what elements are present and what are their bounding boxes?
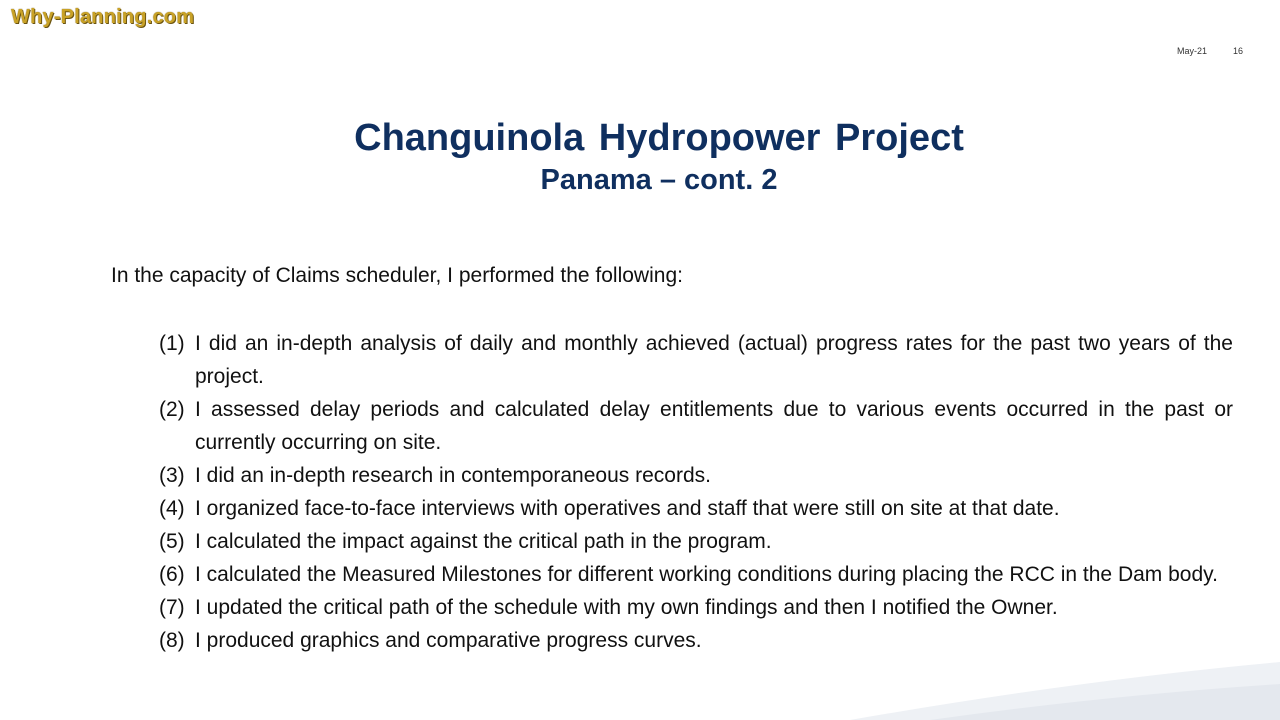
- list-item: [159, 327, 1233, 393]
- item-number: (8): [159, 629, 185, 652]
- item-text: I calculated the Measured Milestones for different working conditions during placing the RCC in the Dam body.: [195, 563, 1218, 586]
- site-logo: Why-Planning.com: [11, 6, 195, 28]
- item-text: I updated the critical path of the schedule with my own findings and then I notified the Owner.: [195, 596, 1058, 619]
- item-number: (1): [159, 332, 185, 355]
- list-item: [159, 591, 1233, 624]
- item-text: I assessed delay periods and calculated delay entitlements due to various events occurred in the past or currently occurring on site.: [195, 398, 1233, 454]
- item-number: (4): [159, 497, 185, 520]
- slide-subtitle: Panama – cont. 2: [540, 164, 778, 196]
- item-number: (3): [159, 464, 185, 487]
- item-text: I did an in-depth analysis of daily and monthly achieved (actual) progress rates for the past two years of the project.: [195, 332, 1233, 388]
- task-list: [159, 327, 1233, 657]
- item-number: (6): [159, 563, 185, 586]
- list-item: [159, 459, 1233, 492]
- item-number: (5): [159, 530, 185, 553]
- item-text: I did an in-depth research in contemporaneous records.: [195, 464, 711, 487]
- list-item: [159, 393, 1233, 459]
- item-text: I calculated the impact against the critical path in the program.: [195, 530, 772, 553]
- list-item: [159, 492, 1233, 525]
- item-number: (7): [159, 596, 185, 619]
- slide-date: May-21: [1177, 46, 1208, 56]
- intro-text: In the capacity of Claims scheduler, I performed the following:: [111, 264, 683, 287]
- list-item: [159, 558, 1233, 591]
- slide-title: Changuinola Hydropower Project: [354, 117, 964, 159]
- item-text: I organized face-to-face interviews with operatives and staff that were still on site at that date.: [195, 497, 1060, 520]
- slide-page-number: 16: [1233, 46, 1244, 56]
- item-number: (2): [159, 398, 185, 421]
- list-item: [159, 525, 1233, 558]
- item-text: I produced graphics and comparative progress curves.: [195, 629, 702, 652]
- list-item: [159, 624, 1233, 657]
